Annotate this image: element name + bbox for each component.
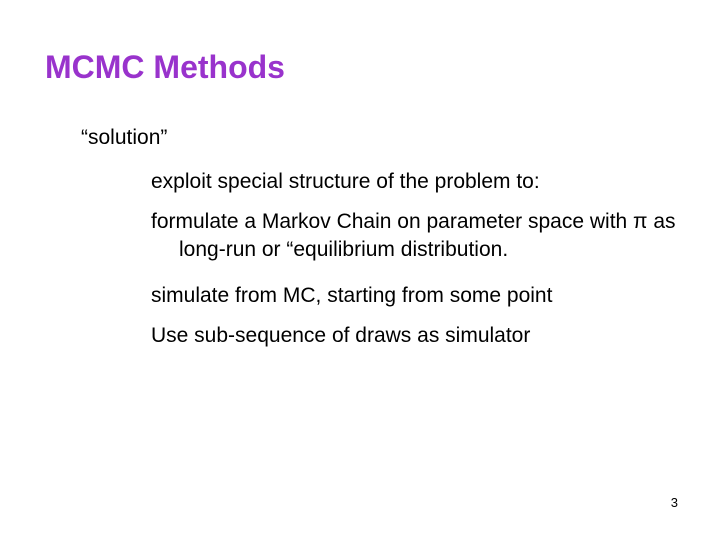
lead-text: “solution” xyxy=(81,126,168,149)
page-number: 3 xyxy=(670,495,678,510)
bullet-item: formulate a Markov Chain on parameter space with π as long-run or “equilibrium distribution. xyxy=(151,210,676,261)
slide-title: MCMC Methods xyxy=(45,49,285,85)
bullet-item: Use sub-sequence of draws as simulator xyxy=(151,324,531,347)
bullet-item: simulate from MC, starting from some point xyxy=(151,284,553,307)
bullet-item: exploit special structure of the problem to: xyxy=(151,170,540,193)
bullet-list xyxy=(151,168,691,362)
